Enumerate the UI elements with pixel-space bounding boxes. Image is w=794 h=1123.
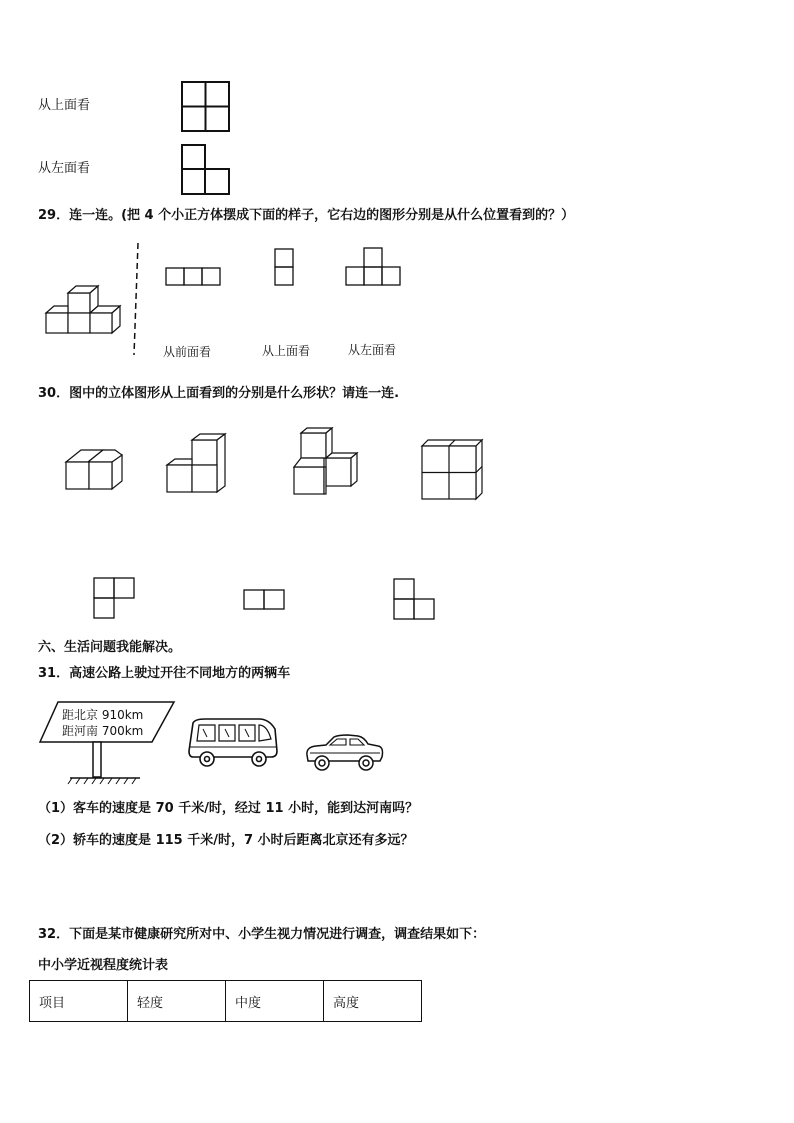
- q29-view-three-in-row: [165, 267, 223, 287]
- table-header-row: [30, 981, 422, 1022]
- table-header-cell: 轻度: [128, 981, 226, 1022]
- q30-solid-4: [420, 438, 484, 502]
- view-label-top: 从上面看: [38, 98, 91, 113]
- question-31: 31．高速公路上驶过开往不同地方的两辆车: [38, 666, 291, 681]
- q29-view-two-stacked: [274, 248, 296, 288]
- question-32: 32．下面是某市健康研究所对中、小学生视力情况进行调查，调查结果如下：: [38, 927, 486, 942]
- section-6-title: 六、生活问题我能解决。: [38, 640, 182, 655]
- q30-topview-c: [393, 578, 437, 622]
- q30-topview-a: [93, 577, 137, 621]
- q30-solid-1: [64, 447, 126, 491]
- q30-solid-2: [165, 432, 227, 494]
- q30-topview-b: [243, 589, 287, 611]
- q29-view-t-shape: [345, 247, 405, 287]
- bus-icon: [185, 717, 281, 769]
- table-header-cell: 项目: [30, 981, 128, 1022]
- q31-sub-question-1: （1）客车的速度是 70 千米/时，经过 11 小时，能到达河南吗？: [38, 801, 419, 816]
- question-30: 30．图中的立体图形从上面看到的分别是什么形状？请连一连.: [38, 386, 400, 401]
- q29-caption-left: 从左面看: [348, 343, 397, 357]
- q31-sub-question-2: （2）轿车的速度是 115 千米/时，7 小时后距离北京还有多远？: [38, 833, 414, 848]
- view-label-left: 从左面看: [38, 161, 91, 176]
- q29-caption-front: 从前面看: [163, 345, 212, 359]
- sign-text-henan: 距河南 700km: [62, 724, 144, 738]
- top-view-square-grid: [180, 80, 232, 134]
- q29-caption-top: 从上面看: [262, 344, 311, 358]
- table-header-cell: 高度: [324, 981, 422, 1022]
- question-29: 29．连一连。(把 4 个小正方体摆成下面的样子，它右边的图形分别是从什么位置看到的？）: [38, 208, 575, 223]
- sign-text-beijing: 距北京 910km: [62, 708, 144, 722]
- table-title: 中小学近视程度统计表: [38, 958, 169, 973]
- q30-solid-3: [292, 426, 362, 496]
- car-icon: [304, 733, 386, 773]
- q29-cube-stack: [44, 284, 126, 344]
- left-view-l-shape: [180, 143, 232, 197]
- myopia-stats-table: [29, 980, 422, 1022]
- table-header-cell: 中度: [226, 981, 324, 1022]
- dashed-divider: [130, 243, 142, 358]
